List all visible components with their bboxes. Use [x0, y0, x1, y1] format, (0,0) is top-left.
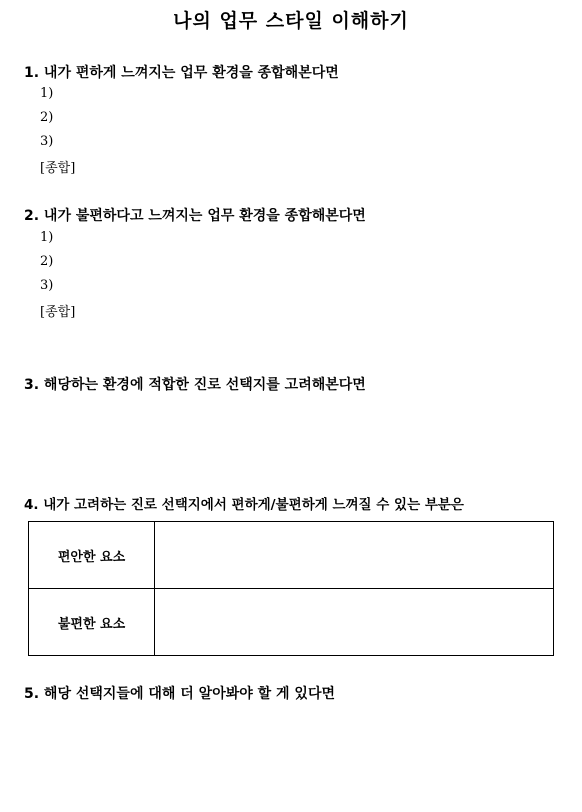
page-title: 나의 업무 스타일 이해하기	[173, 10, 409, 32]
elements-table	[28, 521, 554, 656]
question-5-heading: 5. 해당 선택지들에 대해 더 알아봐야 할 게 있다면	[24, 686, 336, 702]
question-2-item-2: 2)	[40, 254, 54, 269]
question-2-heading: 2. 내가 불편하다고 느껴지는 업무 환경을 종합해본다면	[24, 208, 366, 224]
question-2-item-3: 3)	[40, 278, 54, 293]
question-1-item-1: 1)	[40, 86, 54, 101]
question-4-heading: 4. 내가 고려하는 진로 선택지에서 편하게/불편하게 느껴질 수 있는 부분은	[24, 497, 464, 513]
uncomfortable-elements-cell[interactable]	[155, 589, 554, 656]
question-3-heading: 3. 해당하는 환경에 적합한 진로 선택지를 고려해본다면	[24, 377, 366, 393]
uncomfortable-elements-label: 불편한 요소	[29, 589, 155, 656]
comfortable-elements-label: 편안한 요소	[29, 522, 155, 589]
table-row	[29, 589, 554, 656]
question-1-summary: [종합]	[40, 161, 76, 176]
table-row	[29, 522, 554, 589]
comfortable-elements-cell[interactable]	[155, 522, 554, 589]
question-1-item-2: 2)	[40, 110, 54, 125]
question-1-heading: 1. 내가 편하게 느껴지는 업무 환경을 종합해본다면	[24, 65, 339, 81]
question-1-item-3: 3)	[40, 134, 54, 149]
question-2-summary: [종합]	[40, 305, 76, 320]
question-2-item-1: 1)	[40, 230, 54, 245]
